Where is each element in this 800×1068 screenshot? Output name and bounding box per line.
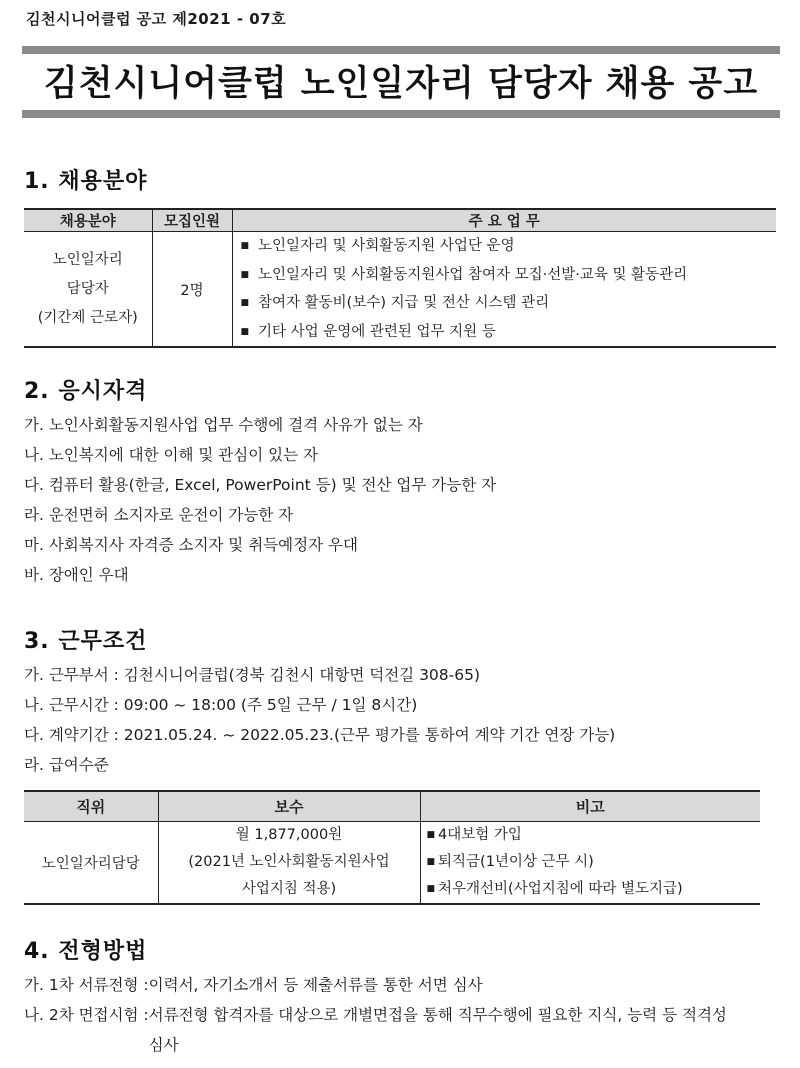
column-header-pay: 보수: [158, 791, 420, 821]
cell-remarks: [420, 821, 760, 904]
list-item: ■ 참여자 활동비(보수) 지급 및 전산 시스템 관리: [241, 289, 777, 318]
list-item: 라. 운전면허 소지자로 운전이 가능한 자: [24, 506, 294, 524]
field-line: 노인일자리: [52, 251, 123, 268]
work-condition-list: [24, 660, 615, 780]
duty-list: [233, 232, 777, 346]
list-item: 가. 노인사회활동지원사업 업무 수행에 결격 사유가 없는 자: [24, 416, 423, 434]
notice-number: 김천시니어클럽 공고 제2021 - 07호: [26, 10, 287, 28]
recruitment-field-table: [24, 208, 776, 348]
table-row: [24, 232, 776, 348]
column-header-remarks: 비고: [420, 791, 760, 821]
remark-list: [421, 822, 761, 903]
pay-line: 월 1,877,000원: [235, 826, 343, 843]
table-row: [24, 821, 760, 904]
list-item: 다. 컴퓨터 활용(한글, Excel, PowerPoint 등) 및 전산 업무 가능한 자: [24, 476, 497, 494]
title-top-rule: [22, 46, 780, 54]
column-header-count: 모집인원: [152, 209, 232, 232]
method-label: 나. 2차 면접시험 :: [24, 1006, 149, 1024]
cell-field: [24, 232, 152, 348]
list-item: ■ 처우개선비(사업지침에 따라 별도지급): [427, 876, 761, 903]
pay-line: (2021년 노인사회활동지원사업: [188, 853, 390, 870]
list-item: 나. 노인복지에 대한 이해 및 관심이 있는 자: [24, 446, 318, 464]
list-item: 나. 근무시간 : 09:00 ~ 18:00 (주 5일 근무 / 1일 8시간): [24, 696, 418, 714]
column-header-position: 직위: [24, 791, 158, 821]
table-header-row: [24, 209, 776, 232]
pay-line: 사업지침 적용): [241, 880, 337, 897]
method-label: 가. 1차 서류전형 :: [24, 976, 149, 994]
list-item: ■ 노인일자리 및 사회활동지원사업 참여자 모집·선발·교육 및 활동관리: [241, 261, 777, 290]
list-item: 마. 사회복지사 자격증 소지자 및 취득예정자 우대: [24, 536, 358, 554]
section-heading-selection-method: 4. 전형방법: [24, 939, 148, 964]
column-header-duties: 주 요 업 무: [232, 209, 776, 232]
list-item: ■ 노인일자리 및 사회활동지원 사업단 운영: [241, 232, 777, 261]
salary-table: [24, 790, 760, 905]
cell-count: 2명: [152, 232, 232, 348]
list-item: 다. 계약기간 : 2021.05.24. ~ 2022.05.23.(근무 평가를 통하여 계약 기간 연장 가능): [24, 726, 616, 744]
list-item: [24, 1000, 739, 1060]
list-item: 가. 근무부서 : 김천시니어클럽(경북 김천시 대항면 덕전길 308-65): [24, 666, 481, 684]
table-header-row: [24, 791, 760, 821]
method-text: 서류전형 합격자를 대상으로 개별면접을 통해 직무수행에 필요한 지식, 능력 등 적격성 심사: [148, 1006, 727, 1054]
section-heading-qualifications: 2. 응시자격: [24, 379, 148, 404]
section-heading-recruitment-field: 1. 채용분야: [24, 169, 148, 194]
list-item: 라. 급여수준: [24, 756, 109, 774]
list-item: 바. 장애인 우대: [24, 566, 129, 584]
section-heading-work-conditions: 3. 근무조건: [24, 629, 148, 654]
method-text: 이력서, 자기소개서 등 제출서류를 통한 서면 심사: [148, 976, 483, 994]
list-item: ■ 4대보험 가입: [427, 822, 761, 849]
qualification-list: [24, 410, 496, 590]
cell-duties: [232, 232, 776, 348]
list-item: ■ 기타 사업 운영에 관련된 업무 지원 등: [241, 318, 777, 347]
document-title: 김천시니어클럽 노인일자리 담당자 채용 공고: [43, 64, 759, 104]
cell-pay: [158, 821, 420, 904]
field-line: (기간제 근로자): [37, 309, 138, 326]
field-line: 담당자: [66, 280, 109, 297]
title-bottom-rule: [22, 110, 780, 118]
column-header-field: 채용분야: [24, 209, 152, 232]
list-item: ■ 퇴직금(1년이상 근무 시): [427, 849, 761, 876]
cell-position: 노인일자리담당: [24, 821, 158, 904]
selection-method-list: [24, 970, 739, 1060]
list-item: [24, 970, 739, 1000]
